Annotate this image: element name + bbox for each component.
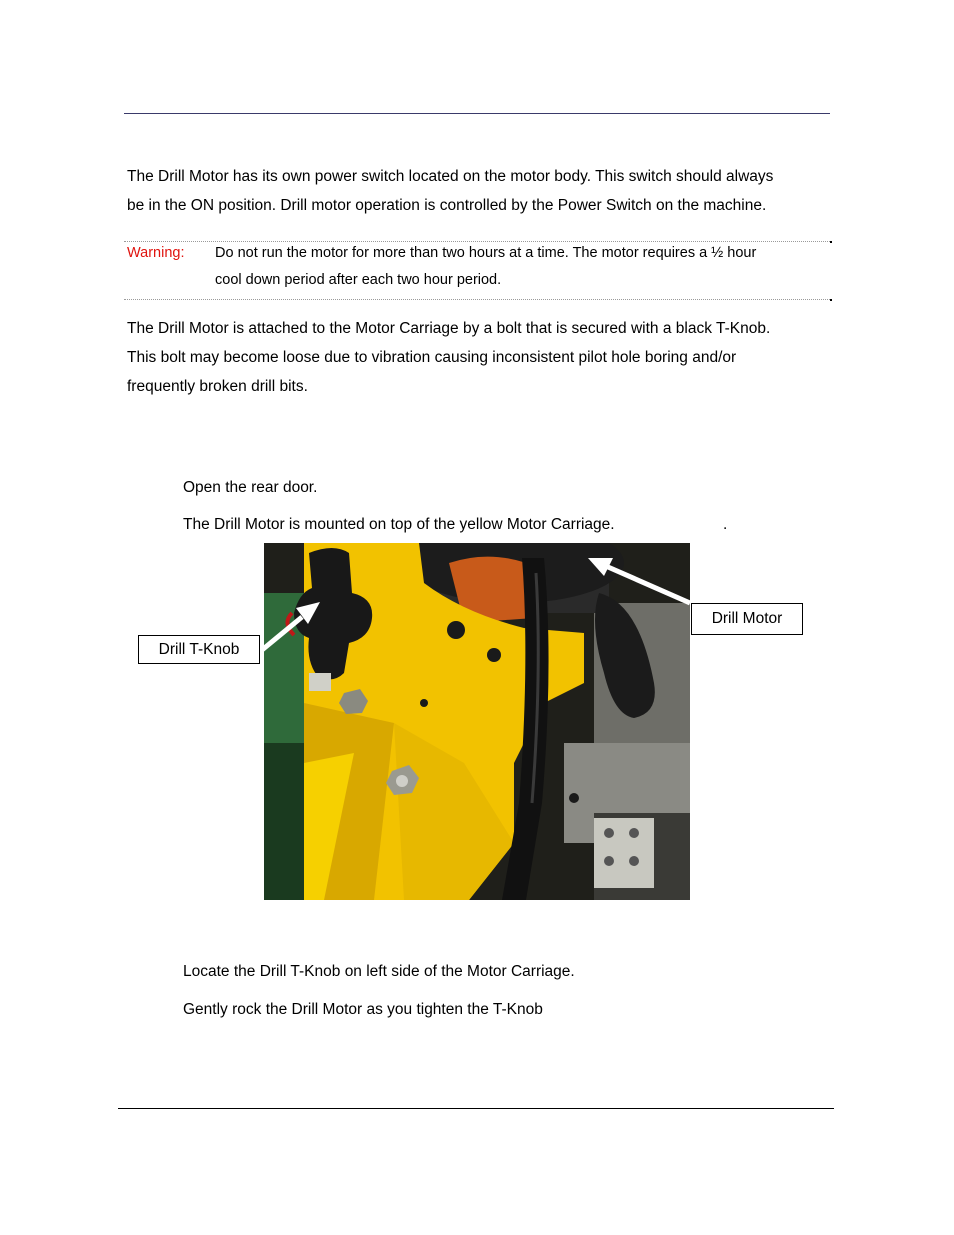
drill-motor-photo — [264, 543, 690, 900]
step-open-door: Open the rear door. — [183, 479, 318, 496]
warning-top-border-end — [830, 241, 832, 243]
footer-rule — [118, 1108, 834, 1109]
warning-bottom-border — [124, 299, 830, 300]
callout-drill-motor-label: Drill Motor — [711, 610, 783, 627]
step-rock-motor: Gently rock the Drill Motor as you tighten the T-Knob — [183, 1001, 543, 1018]
bolt-paragraph-line-1: The Drill Motor is attached to the Motor Carriage by a bolt that is secured with a black T-Knob. — [127, 320, 771, 337]
bolt-paragraph-line-3: frequently broken drill bits. — [127, 378, 308, 395]
warning-bottom-border-end — [830, 299, 832, 301]
callout-drill-motor — [691, 603, 803, 635]
bolt-paragraph-line-2: This bolt may become loose due to vibration causing inconsistent pilot hole boring and/or — [127, 349, 737, 366]
warning-text-line-1: Do not run the motor for more than two hours at a time. The motor requires a ½ hour — [215, 245, 757, 261]
step-motor-mounted: The Drill Motor is mounted on top of the yellow Motor Carriage. — [183, 516, 615, 533]
switch-paragraph-line-1: The Drill Motor has its own power switch located on the motor body. This switch should always — [127, 168, 774, 185]
header-rule — [124, 113, 830, 114]
step-locate-tknob: Locate the Drill T-Knob on left side of the Motor Carriage. — [183, 963, 575, 980]
step-motor-mounted-trailing: . — [723, 516, 728, 533]
switch-paragraph-line-2: be in the ON position. Drill motor operation is controlled by the Power Switch on the machine. — [127, 197, 767, 214]
callout-drill-tknob — [138, 635, 260, 664]
warning-label: Warning: — [127, 245, 185, 261]
warning-text-line-2: cool down period after each two hour period. — [215, 272, 502, 288]
callout-drill-tknob-label: Drill T-Knob — [158, 641, 240, 658]
